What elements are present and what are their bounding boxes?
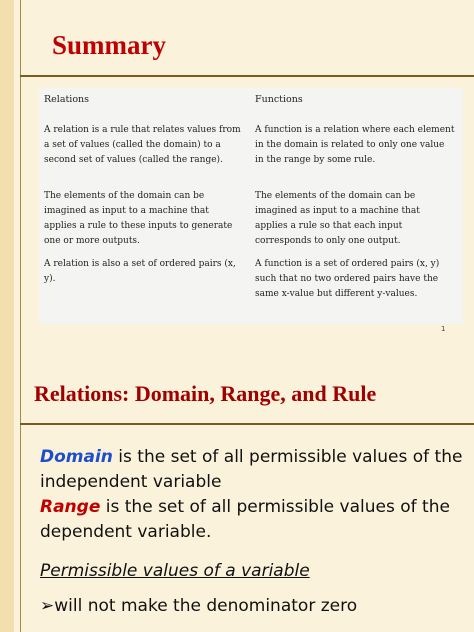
relations-header: Relations bbox=[44, 94, 90, 105]
domain-definition bbox=[40, 445, 465, 495]
slide-title: Summary bbox=[52, 30, 166, 60]
vertical-rule bbox=[20, 345, 21, 632]
domain-range-slide bbox=[0, 345, 474, 632]
domain-text: is the set of all permissible values of the independent variable bbox=[40, 447, 463, 492]
title-rule bbox=[20, 423, 474, 425]
bullet-text: will not make the denominator zero bbox=[54, 596, 358, 616]
bullet-item bbox=[40, 594, 465, 619]
functions-cell-2: The elements of the domain can be imagined as input to a machine that applies a rule so that each input corresponds to only one output. bbox=[255, 191, 420, 246]
functions-column bbox=[255, 94, 455, 323]
permissible-heading: Permissible values of a variable bbox=[40, 561, 310, 581]
arrow-bullet-icon: ➢ bbox=[40, 596, 55, 616]
domain-term: Domain bbox=[40, 447, 113, 467]
relations-column bbox=[44, 94, 244, 323]
title-rule bbox=[20, 75, 474, 77]
slide-sidebar bbox=[0, 345, 14, 632]
range-term: Range bbox=[40, 497, 101, 517]
range-definition bbox=[40, 495, 465, 545]
slide-sidebar bbox=[0, 0, 14, 345]
slide-title: Relations: Domain, Range, and Rule bbox=[34, 381, 377, 406]
range-text: is the set of all permissible values of the dependent variable. bbox=[40, 497, 450, 542]
comparison-table bbox=[39, 88, 463, 324]
functions-header: Functions bbox=[255, 94, 303, 105]
relations-cell-2: The elements of the domain can be imagined as input to a machine that applies a rule to these inputs to generate one or more outputs. bbox=[44, 191, 233, 246]
vertical-rule bbox=[20, 0, 21, 345]
functions-cell-1: A function is a relation where each element in the domain is related to only one value in the range by some rule. bbox=[255, 125, 455, 165]
slide-body bbox=[40, 445, 465, 619]
page-number: 1 bbox=[441, 325, 446, 333]
relations-cell-3: A relation is also a set of ordered pairs (x, y). bbox=[44, 259, 236, 284]
relations-cell-1: A relation is a rule that relates values from a set of values (called the domain) to a second set of values (called the range). bbox=[44, 125, 241, 165]
functions-cell-3: A function is a set of ordered pairs (x, y) such that no two ordered pairs have the same x-value but different y-values. bbox=[255, 259, 440, 299]
